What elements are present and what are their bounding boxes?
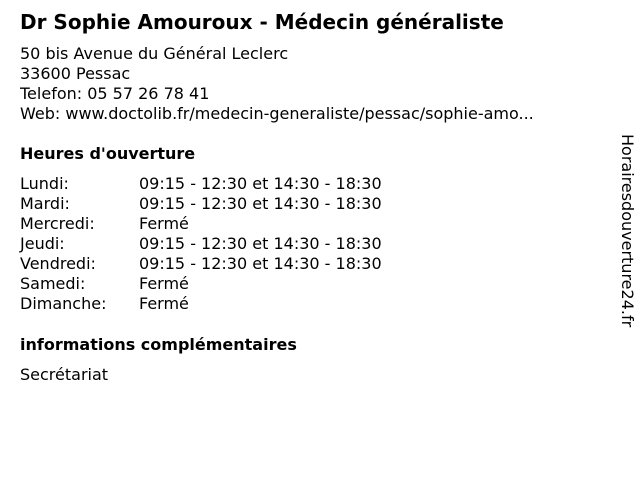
day-label: Lundi: <box>20 174 69 193</box>
day-label: Mardi: <box>20 194 70 213</box>
day-hours: 09:15 - 12:30 et 14:30 - 18:30 <box>139 254 382 273</box>
day-hours: 09:15 - 12:30 et 14:30 - 18:30 <box>139 234 382 253</box>
day-hours: Fermé <box>139 214 189 233</box>
day-hours: Fermé <box>139 294 189 313</box>
address-block <box>20 44 600 124</box>
day-hours: Fermé <box>139 274 189 293</box>
hours-row-friday <box>20 254 600 274</box>
day-label: Mercredi: <box>20 214 95 233</box>
hours-row-tuesday <box>20 194 600 214</box>
day-label: Dimanche: <box>20 294 107 313</box>
day-hours: 09:15 - 12:30 et 14:30 - 18:30 <box>139 174 382 193</box>
hours-row-saturday <box>20 274 600 294</box>
site-watermark: Horairesdouverture24.fr <box>618 134 637 328</box>
phone-number: Telefon: 05 57 26 78 41 <box>20 84 210 103</box>
opening-hours-heading: Heures d'ouverture <box>20 144 196 163</box>
day-label: Samedi: <box>20 274 86 293</box>
hours-row-sunday <box>20 294 600 314</box>
city-address: 33600 Pessac <box>20 64 131 83</box>
day-label: Jeudi: <box>20 234 65 253</box>
day-hours: 09:15 - 12:30 et 14:30 - 18:30 <box>139 194 382 213</box>
day-label: Vendredi: <box>20 254 96 273</box>
hours-row-wednesday <box>20 214 600 234</box>
street-address: 50 bis Avenue du Général Leclerc <box>20 44 289 63</box>
additional-info-text: Secrétariat <box>20 365 109 384</box>
additional-info-heading: informations complémentaires <box>20 335 297 354</box>
business-card <box>20 10 600 385</box>
website-url: Web: www.doctolib.fr/medecin-generaliste/pessac/sophie-amo... <box>20 104 534 123</box>
hours-row-monday <box>20 174 600 194</box>
opening-hours-list <box>20 174 600 314</box>
hours-row-thursday <box>20 234 600 254</box>
page-title: Dr Sophie Amouroux - Médecin généraliste <box>20 10 504 34</box>
